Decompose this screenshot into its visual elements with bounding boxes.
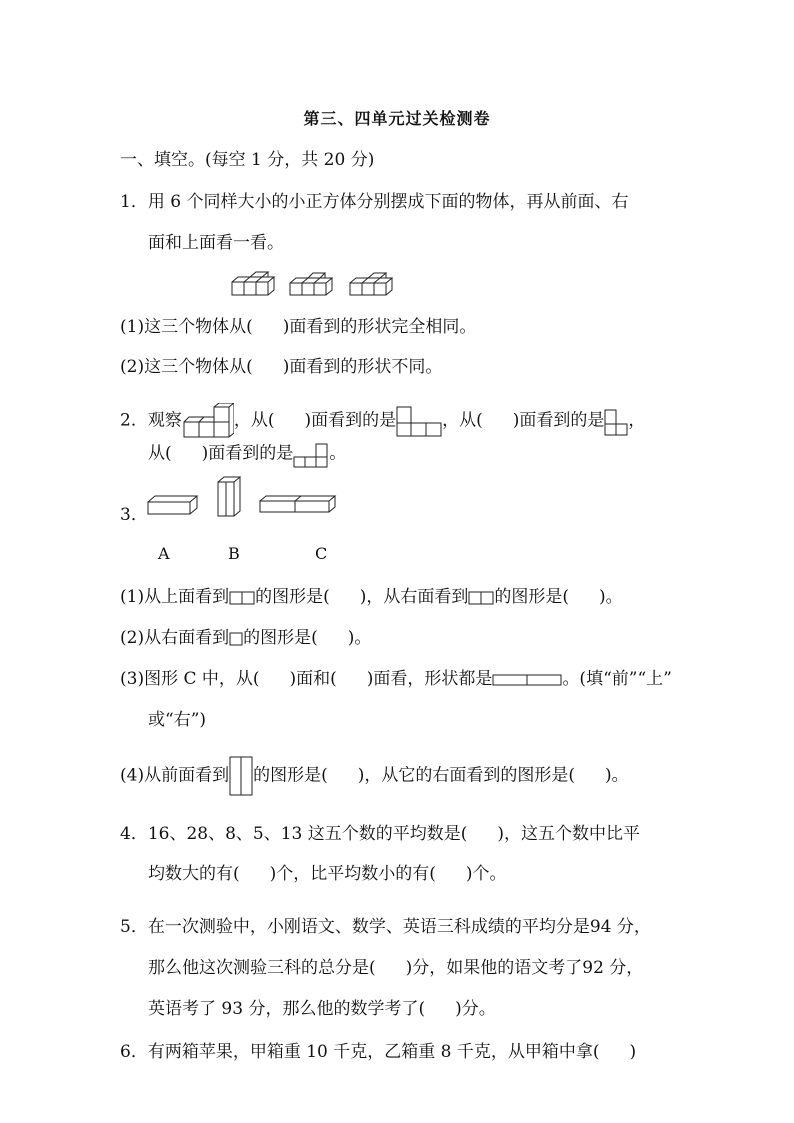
q2-view-figure-3 xyxy=(293,440,329,468)
question-3-sub-1 xyxy=(120,585,623,609)
question-4-line-1 xyxy=(120,822,640,846)
question-3-sub-3-cont: 或“右”) xyxy=(148,710,207,730)
q3-s3-text-a: (3)图形 C 中，从( xyxy=(120,669,260,689)
q3-s2-text-b: 的图形是( xyxy=(243,628,318,648)
q3-s2-text-c: )。 xyxy=(347,628,372,648)
q4-text-c: 均数大的有( xyxy=(148,864,240,884)
question-3-number: 3． xyxy=(120,505,148,525)
q2-cube-stack-figure xyxy=(182,403,234,439)
q6-text-a: 6．有两箱苹果，甲箱重 10 千克，乙箱重 8 千克，从甲箱中拿( xyxy=(120,1042,600,1062)
q3-s4-text-d: )。 xyxy=(605,765,629,786)
question-3-sub-2 xyxy=(120,626,371,650)
q3-s1-text-e: )。 xyxy=(599,587,623,607)
q3-s1-text-c: )，从右面看到 xyxy=(359,587,469,607)
question-5-line-2 xyxy=(148,956,643,980)
q1-sub2-text-a: (2)这三个物体从( xyxy=(120,357,253,377)
q4-text-a: 4．16、28、8、5、13 这五个数的平均数是( xyxy=(120,824,468,844)
q4-text-e: )个。 xyxy=(465,864,507,884)
q2-text-f: ， xyxy=(628,410,646,431)
question-1-sub-2 xyxy=(120,355,442,379)
question-2-line-1 xyxy=(120,403,645,439)
figure-label-b: B xyxy=(228,544,240,563)
q2-text-d: ，从( xyxy=(442,410,483,431)
q3-s2-text-a: (2)从右面看到 xyxy=(120,628,230,648)
two-square-shape xyxy=(468,591,494,605)
q2-view-figure-2 xyxy=(604,406,628,436)
figure-label-a: A xyxy=(158,544,170,563)
q1-cube-figures xyxy=(228,270,408,300)
q2-view-figure-1 xyxy=(396,405,442,437)
q3-s1-text-a: (1)从上面看到 xyxy=(120,587,230,607)
question-5-line-3 xyxy=(148,997,496,1021)
question-3-sub-4 xyxy=(120,756,629,796)
q3-s3-text-c: )面看，形状都是 xyxy=(366,669,493,689)
question-5-line-1: 5．在一次测验中，小刚语文、数学、英语三科成绩的平均分是94 分， xyxy=(120,917,651,937)
q5-text-d: )分。 xyxy=(455,999,496,1019)
q5-text-c: 英语考了 93 分，那么他的数学考了( xyxy=(148,999,426,1019)
q3-cuboid-figures xyxy=(145,476,340,524)
q1-sub2-text-b: )面看到的形状不同。 xyxy=(282,357,443,377)
q6-text-b: ) xyxy=(629,1042,637,1062)
question-4-line-2-text xyxy=(148,862,507,886)
square-shape xyxy=(229,632,243,646)
question-3-sub-3 xyxy=(120,667,672,691)
question-6-line-1 xyxy=(120,1040,636,1064)
page-title: 第三、四单元过关检测卷 xyxy=(303,109,491,128)
question-1-line-2: 面和上面看一看。 xyxy=(148,233,284,253)
q2-text-c: )面看到的是 xyxy=(304,410,397,431)
q2-text-b: ，从( xyxy=(233,410,275,431)
q4-text-d: )个，比平均数小的有( xyxy=(269,864,436,884)
q2-text-i: 。 xyxy=(329,443,347,464)
q3-s4-text-a: (4)从前面看到 xyxy=(120,765,230,786)
q2-text-g: 从( xyxy=(148,443,172,464)
q2-text-a: 2．观察 xyxy=(120,410,182,431)
q3-s3-text-b: )面和( xyxy=(289,669,337,689)
figure-label-c: C xyxy=(315,544,328,563)
q5-text-b: )分，如果他的语文考了92 分， xyxy=(405,958,644,978)
q1-sub1-text-b: )面看到的形状完全相同。 xyxy=(282,317,477,337)
tall-rectangle-shape xyxy=(229,756,253,796)
two-square-shape xyxy=(229,591,255,605)
q3-s1-text-b: 的图形是( xyxy=(255,587,330,607)
q4-text-b: )，这五个数中比平 xyxy=(497,824,641,844)
question-1-line-1: 1．用 6 个同样大小的小正方体分别摆成下面的物体，再从前面、右 xyxy=(120,192,629,212)
q3-s4-text-c: )，从它的右面看到的图形是( xyxy=(357,765,575,786)
q2-text-h: )面看到的是 xyxy=(201,443,294,464)
q3-s1-text-d: 的图形是( xyxy=(494,587,570,607)
q3-s3-text-d: 。(填“前”“上” xyxy=(562,669,672,689)
q3-s4-text-b: 的图形是( xyxy=(253,765,328,786)
q2-text-e: )面看到的是 xyxy=(512,410,605,431)
q1-sub1-text-a: (1)这三个物体从( xyxy=(120,317,253,337)
long-rectangle-shape xyxy=(492,673,562,687)
question-1-sub-1 xyxy=(120,315,476,339)
question-2-line-2 xyxy=(148,440,346,468)
q5-text-a: 那么他这次测验三科的总分是( xyxy=(148,958,376,978)
section-heading: 一、填空。(每空 1 分，共 20 分) xyxy=(120,150,375,170)
